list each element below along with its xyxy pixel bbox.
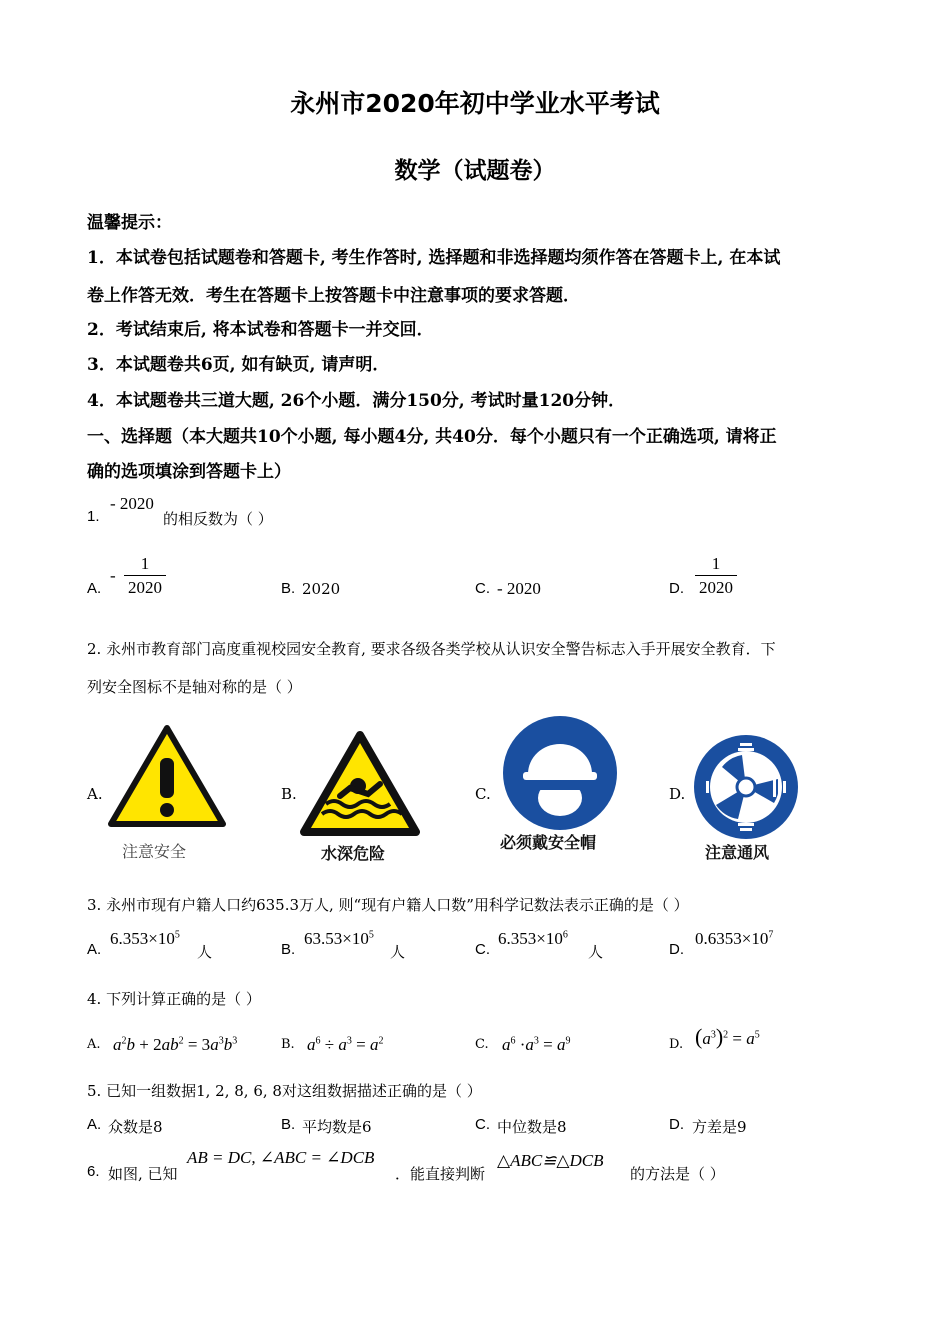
tips-heading: 温馨提示： <box>87 213 172 233</box>
times-ten: ×10 <box>536 929 563 948</box>
q1-stem: 的相反数为（ ） <box>163 510 273 528</box>
q3-option-c-expr <box>498 929 568 949</box>
times-ten: ×10 <box>342 929 369 948</box>
q3-option-a-expr <box>110 929 180 949</box>
exponent: 7 <box>768 929 774 941</box>
q4-option-a-label: A. <box>87 1037 101 1052</box>
q3-option-c-unit: 人 <box>588 943 604 961</box>
times-ten: ×10 <box>148 929 175 948</box>
q2-caption-c: 必须戴安全帽 <box>500 833 597 852</box>
q3-option-b-unit: 人 <box>390 943 406 961</box>
q2-caption-d: 注意通风 <box>705 843 770 862</box>
q2-option-d-label: D. <box>669 785 686 803</box>
tips-line-4: 4．本试题卷共三道大题, 26个小题．满分150分, 考试时量120分钟． <box>87 391 626 411</box>
section-1-line-1: 一、选择题（本大题共10个小题, 每小题4分, 共40分．每个小题只有一个正确选项, 请将正 <box>87 427 777 447</box>
q1-option-b-value: 2020 <box>302 580 341 598</box>
q4-option-c-expr: $a^6 \cdot a^3 = a^9$ <box>502 1035 571 1054</box>
page-subtitle: 数学（试题卷） <box>394 158 556 184</box>
q5-option-d-label: D. <box>669 1116 684 1133</box>
q5-line: 5. 已知一组数据1, 2, 8, 6, 8对这组数据描述正确的是（ ） <box>87 1082 482 1100</box>
ventilation-sign-icon <box>692 733 800 841</box>
q6-congruence-expression: △ABC≌△DCB <box>497 1151 604 1170</box>
exponent: 6 <box>562 929 568 941</box>
q3-option-d-label: D. <box>669 941 684 958</box>
section-1-line-2: 确的选项填涂到答题卡上） <box>87 462 291 482</box>
fraction-denominator: 2020 <box>699 578 733 597</box>
caution-sign-icon <box>107 724 227 828</box>
helmet-sign-icon <box>501 714 619 832</box>
q5-option-b-label: B. <box>281 1116 296 1133</box>
coefficient: 6.353 <box>498 929 537 948</box>
q2-option-c-label: C. <box>475 785 491 803</box>
q1-expression: - 2020 <box>110 494 154 513</box>
q3-option-b-label: B. <box>281 941 296 958</box>
tips-line-1b: 卷上作答无效．考生在答题卡上按答题卡中注意事项的要求答题． <box>87 286 580 306</box>
q3-option-d-expr <box>695 929 773 949</box>
tips-line-3: 3．本试题卷共6页, 如有缺页, 请声明． <box>87 355 390 375</box>
q6-pre: 如图, 已知 <box>108 1165 178 1183</box>
fraction-numerator: 1 <box>140 554 150 573</box>
q4-option-c-label: C. <box>475 1037 489 1052</box>
q1-option-d-fraction <box>695 554 737 598</box>
q6-number: 6. <box>87 1163 100 1180</box>
times-ten: ×10 <box>741 929 769 948</box>
q4-option-d-expr: $(a^3)^2 = a^5$ <box>695 1024 760 1049</box>
exponent: 5 <box>368 929 374 941</box>
q3-option-a-label: A. <box>87 941 102 958</box>
q3-option-b-expr <box>304 929 374 949</box>
q5-option-b-text: 平均数是6 <box>302 1118 372 1136</box>
q3-option-c-label: C. <box>475 941 490 958</box>
fraction-numerator: 1 <box>711 554 721 573</box>
q2-line-1: 2. 永州市教育部门高度重视校园安全教育, 要求各级各类学校从认识安全警告标志入手开展安全教育．下 <box>87 640 776 658</box>
q2-caption-b: 水深危险 <box>321 844 386 863</box>
deep-water-sign-icon <box>300 730 420 836</box>
q2-option-a-label: A. <box>87 785 103 803</box>
q4-line: 4. 下列计算正确的是（ ） <box>87 990 261 1008</box>
q5-option-c-label: C. <box>475 1116 490 1133</box>
q3-line: 3. 永州市现有户籍人口约635.3万人, 则“现有户籍人口数”用科学记数法表示正确的是（ ） <box>87 896 689 914</box>
exponent: 5 <box>174 929 180 941</box>
q6-mid: ．能直接判断 <box>395 1165 486 1183</box>
q5-option-d-text: 方差是9 <box>692 1118 747 1136</box>
q3-option-a-unit: 人 <box>197 943 213 961</box>
q5-option-a-text: 众数是8 <box>108 1118 163 1136</box>
q5-option-a-label: A. <box>87 1116 102 1133</box>
q4-option-b-expr: $a^6 \div a^3 = a^2$ <box>307 1035 384 1054</box>
fraction-bar <box>124 575 166 576</box>
q1-option-a-sign: - <box>110 566 116 585</box>
q1-option-d-label: D. <box>669 580 684 597</box>
q1-option-c-label: C. <box>475 580 490 597</box>
q1-option-a-label: A. <box>87 580 102 597</box>
coefficient: 6.353 <box>110 929 149 948</box>
q5-option-c-text: 中位数是8 <box>497 1118 567 1136</box>
q4-option-d-label: D. <box>669 1037 684 1052</box>
coefficient: 0.6353 <box>695 929 742 948</box>
q1-option-b-label: B. <box>281 580 296 597</box>
q1-number: 1. <box>87 508 100 525</box>
tips-line-1a: 1．本试卷包括试题卷和答题卡, 考生作答时, 选择题和非选择题均须作答在答题卡上, 在本试 <box>87 248 781 268</box>
page-title: 永州市2020年初中学业水平考试 <box>290 89 660 118</box>
q1-option-c-value: - 2020 <box>497 579 541 598</box>
q4-option-a-expr: $a^2b + 2ab^2 = 3a^3b^3$ <box>113 1035 238 1054</box>
tips-line-2: 2．考试结束后, 将本试卷和答题卡一并交回． <box>87 320 434 340</box>
q2-option-b-label: B. <box>281 785 297 803</box>
q6-post: 的方法是（ ） <box>630 1165 725 1183</box>
q6-given-expression: AB = DC, ∠ABC = ∠DCB <box>187 1148 375 1167</box>
q1-option-a-fraction <box>124 554 166 598</box>
q4-option-b-label: B. <box>281 1037 295 1052</box>
fraction-bar <box>695 575 737 576</box>
fraction-denominator: 2020 <box>128 578 162 597</box>
q2-caption-a: 注意安全 <box>122 842 187 861</box>
q2-line-2: 列安全图标不是轴对称的是（ ） <box>87 678 302 696</box>
coefficient: 63.53 <box>304 929 343 948</box>
